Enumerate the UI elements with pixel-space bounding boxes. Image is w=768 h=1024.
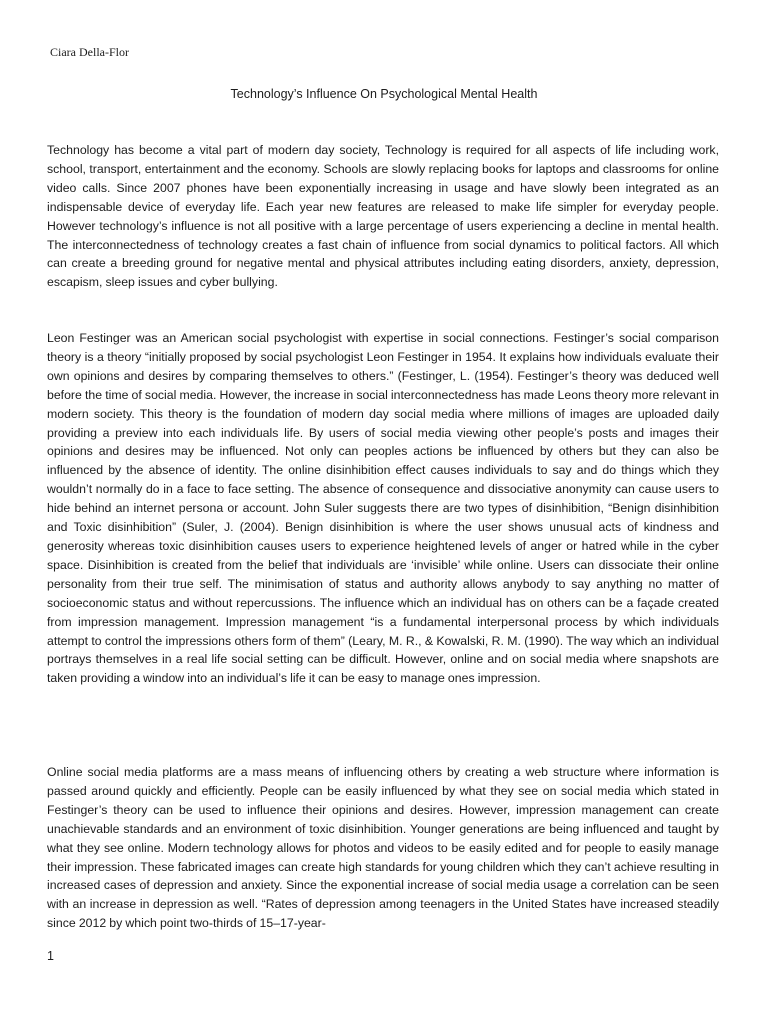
author-name: Ciara Della-Flor (50, 45, 129, 59)
document-title: Technology’s Influence On Psychological Mental Health (230, 87, 538, 101)
page-number: 1 (47, 949, 54, 963)
body-paragraph-3: Online social media platforms are a mass means of influencing others by creating a web structure where information is passed around quickly and efficiently. People can be easily influenced by what they see on social media which stated in Festinger’s theory can be used to influence their opinions and desires. However, impression management can create unachievable standards and an environment of toxic disinhibition. Younger generations are being influenced and taught by what they see online. Modern technology allows for photos and videos to be easily edited and for people to easily manage their impression. These fabricated images can create high standards for young children which they can’t achieve resulting in increased cases of depression and anxiety. Since the exponential increase of social media usage a correlation can be seen with an increase in depression as well. “Rates of depression among teenagers in the United States have increased steadily since 2012 by which point two-thirds of 15–17-year- (47, 765, 719, 931)
body-paragraph-2: Leon Festinger was an American social psychologist with expertise in social connections. Festinger’s social comparison theory is a theory “initially proposed by social psychologist Leon Festinger in 1954. It explains how individuals evaluate their own opinions and desires by comparing themselves to others.” (Festinger, L. (1954). Festinger’s theory was deduced well before the time of social media. However, the increase in social interconnectedness has made Leons theory more relevant in modern society. This theory is the foundation of modern day social media where millions of images are uploaded daily providing a preview into each individuals life. By users of social media viewing other people’s posts and images their opinions and desires may be influenced. Not only can peoples actions be influenced by others but they can also be influenced by the absence of identity. The online disinhibition effect causes individuals to say and do things which they wouldn’t normally do in a face to face setting. The absence of consequence and dissociative anonymity can cause users to hide behind an internet persona or account. John Suler suggests there are two types of disinhibition, “Benign disinhibition and Toxic disinhibition” (Suler, J. (2004). Benign disinhibition is where the user shows unusual acts of kindness and generosity whereas toxic disinhibition causes users to experience heightened levels of anger or hatred while in the cyber space. Disinhibition is created from the belief that individuals are ‘invisible’ while online. Users can dissociate their online personality from their true self. The minimisation of status and authority allows anybody to say anything no matter of socioeconomic status and without repercussions. The influence which an individual has on others can be a façade created from impression management. Impression management “is a fundamental interpersonal process by which individuals attempt to control the impressions others form of them” (Leary, M. R., & Kowalski, R. M. (1990). The way which an individual portrays themselves in a real life social setting can be difficult. However, online and on social media where snapshots are taken providing a window into an individual’s life it can be easy to manage ones impression. (47, 331, 719, 686)
body-paragraph-1: Technology has become a vital part of modern day society, Technology is required for all aspects of life including work, school, transport, entertainment and the economy. Schools are slowly replacing books for laptops and classrooms for online video calls. Since 2007 phones have been exponentially increasing in usage and have slowly been integrated as an indispensable device of everyday life. Each year new features are released to make life simpler for everyday people. However technology’s influence is not all positive with a large percentage of users experiencing a decline in mental health. The interconnectedness of technology creates a fast chain of influence from social dynamics to political factors. All which can create a breeding ground for negative mental and physical attributes including eating disorders, anxiety, depression, escapism, sleep issues and cyber bullying. (47, 143, 719, 290)
